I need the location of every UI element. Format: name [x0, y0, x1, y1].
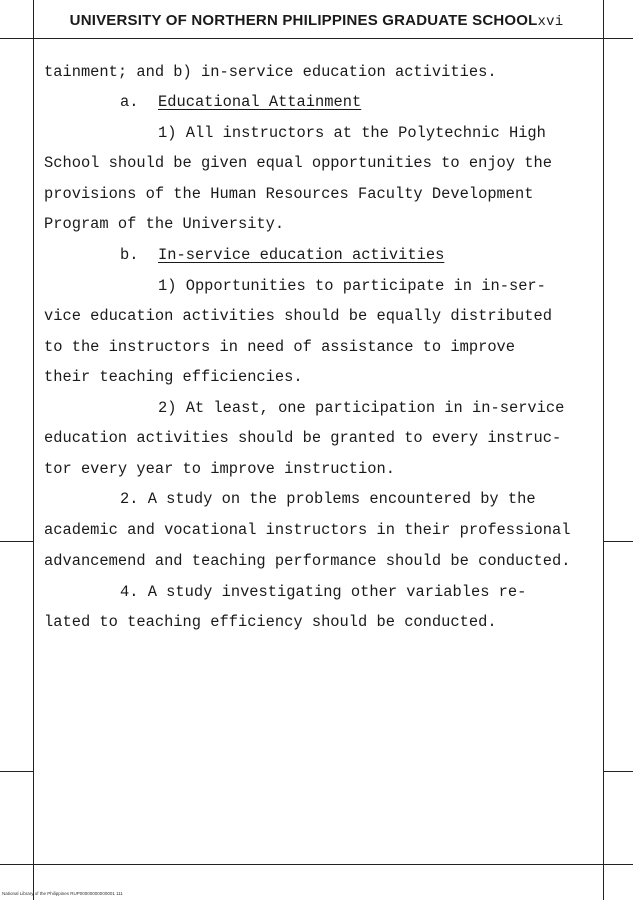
body-line: 1) Opportunities to participate in in-ser-	[158, 277, 546, 295]
left-margin-tick-2	[0, 771, 33, 772]
body-line: 4. A study investigating other variables re-	[120, 583, 527, 601]
body-line: vice education activities should be equally distributed	[44, 307, 552, 325]
header-title: UNIVERSITY OF NORTHERN PHILIPPINES GRADUATE SCHOOL	[69, 12, 538, 29]
body-line: to the instructors in need of assistance to improve	[44, 338, 516, 356]
footer-top-rule	[0, 864, 633, 865]
body-line: provisions of the Human Resources Faculty Development	[44, 185, 534, 203]
body-line: academic and vocational instructors in their professional	[44, 521, 571, 539]
page-number: xvi	[537, 14, 564, 30]
body-line: Program of the University.	[44, 215, 285, 233]
right-margin-tick-2	[603, 771, 633, 772]
header-bottom-rule	[0, 38, 633, 39]
scan-footer: National Library of the Philippines RUP00000000000001 111	[2, 891, 123, 896]
frame-left-rule	[33, 0, 34, 900]
body-line: advancemend and teaching performance should be conducted.	[44, 552, 571, 570]
body-line: their teaching efficiencies.	[44, 368, 303, 386]
frame-right-rule	[603, 0, 604, 900]
heading-a-title: Educational Attainment	[158, 93, 362, 111]
right-margin-tick-1	[603, 541, 633, 542]
body-line: 2. A study on the problems encountered by the	[120, 490, 536, 508]
heading-a-marker: a.	[120, 93, 139, 111]
heading-b-title: In-service education activities	[158, 246, 445, 264]
page-header	[0, 12, 633, 30]
body-line: 2) At least, one participation in in-service	[158, 399, 565, 417]
body-line: tor every year to improve instruction.	[44, 460, 395, 478]
heading-b-marker: b.	[120, 246, 139, 264]
body-line: lated to teaching efficiency should be conducted.	[44, 613, 497, 631]
body-line: 1) All instructors at the Polytechnic High	[158, 124, 546, 142]
body-line: tainment; and b) in-service education activities.	[44, 63, 497, 81]
body-line: School should be given equal opportunities to enjoy the	[44, 154, 552, 172]
body-line: education activities should be granted to every instruc-	[44, 429, 562, 447]
left-margin-tick-1	[0, 541, 33, 542]
